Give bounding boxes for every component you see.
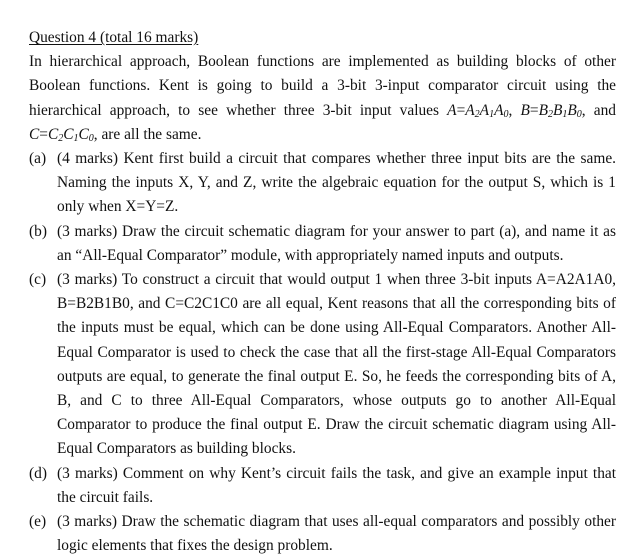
part-label: (e) xyxy=(29,513,47,531)
var-a: A xyxy=(447,101,457,119)
part-text: (4 marks) Kent first build a circuit that compares whether three input bits are the same. Naming the inputs X, Y, and Z, write the algebraic equation for the output S, which is 1 only when X=Y=Z. xyxy=(57,150,616,216)
question-intro: In hierarchical approach, Boolean functions are implemented as building blocks of other Boolean functions. Kent is going to build a 3-bit 3-input comparator circuit using the hierarchical approach, to see whether three 3-bit input values $A=A_2A_1A_0$, $B=B_2B_1B_0$, and $C=C_2C_1C_0$, are all the same. xyxy=(29,53,616,144)
part-text: (3 marks) To construct a circuit that would output 1 when three 3-bit inputs A=A2A1A0, B=B2B1B0, and C=C2C1C0 are all equal, Kent reasons that all the corresponding bits of the inputs must be equal, which can be done using All-Equal Comparators. Another All-Equal Comparator is used to check the case that all the first-stage All-Equal Comparators outputs are equal, to generate the final output E. So, he feeds the corresponding bits of A, B, and C to three All-Equal Comparators, whose outputs go to another All-Equal Comparator to produce the final output E. Draw the circuit schematic diagram using All-Equal Comparators as building blocks. xyxy=(57,271,616,458)
question-parts xyxy=(29,147,616,558)
var-c: C xyxy=(29,125,40,143)
part-c xyxy=(29,268,616,462)
intro-text-a: In hierarchical approach, Boolean functions are implemented as building blocks of other Boolean functions. Kent is going to build a 3-bit 3-input comparator circuit using the hierarchical approach, to see whether three 3-bit input values xyxy=(29,53,616,119)
part-b xyxy=(29,220,616,268)
part-d xyxy=(29,462,616,510)
part-e xyxy=(29,510,616,558)
question-title xyxy=(29,26,616,50)
part-label: (a) xyxy=(29,150,47,168)
part-label: (c) xyxy=(29,271,47,289)
part-label: (b) xyxy=(29,222,47,240)
part-a xyxy=(29,147,616,220)
part-text: (3 marks) Comment on why Kent’s circuit fails the task, and give an example input that the circuit fails. xyxy=(57,464,616,506)
part-text: (3 marks) Draw the circuit schematic diagram for your answer to part (a), and name it as an “All-Equal Comparator” module, with appropriately named inputs and outputs. xyxy=(57,222,616,264)
var-b: B xyxy=(520,101,530,119)
question-title-text: Question 4 (total 16 marks) xyxy=(29,29,199,46)
part-text: (3 marks) Draw the schematic diagram that uses all-equal comparators and possibly other logic elements that fixes the design problem. xyxy=(57,513,616,555)
part-label: (d) xyxy=(29,464,47,482)
intro-text-b: are all the same. xyxy=(97,125,202,143)
